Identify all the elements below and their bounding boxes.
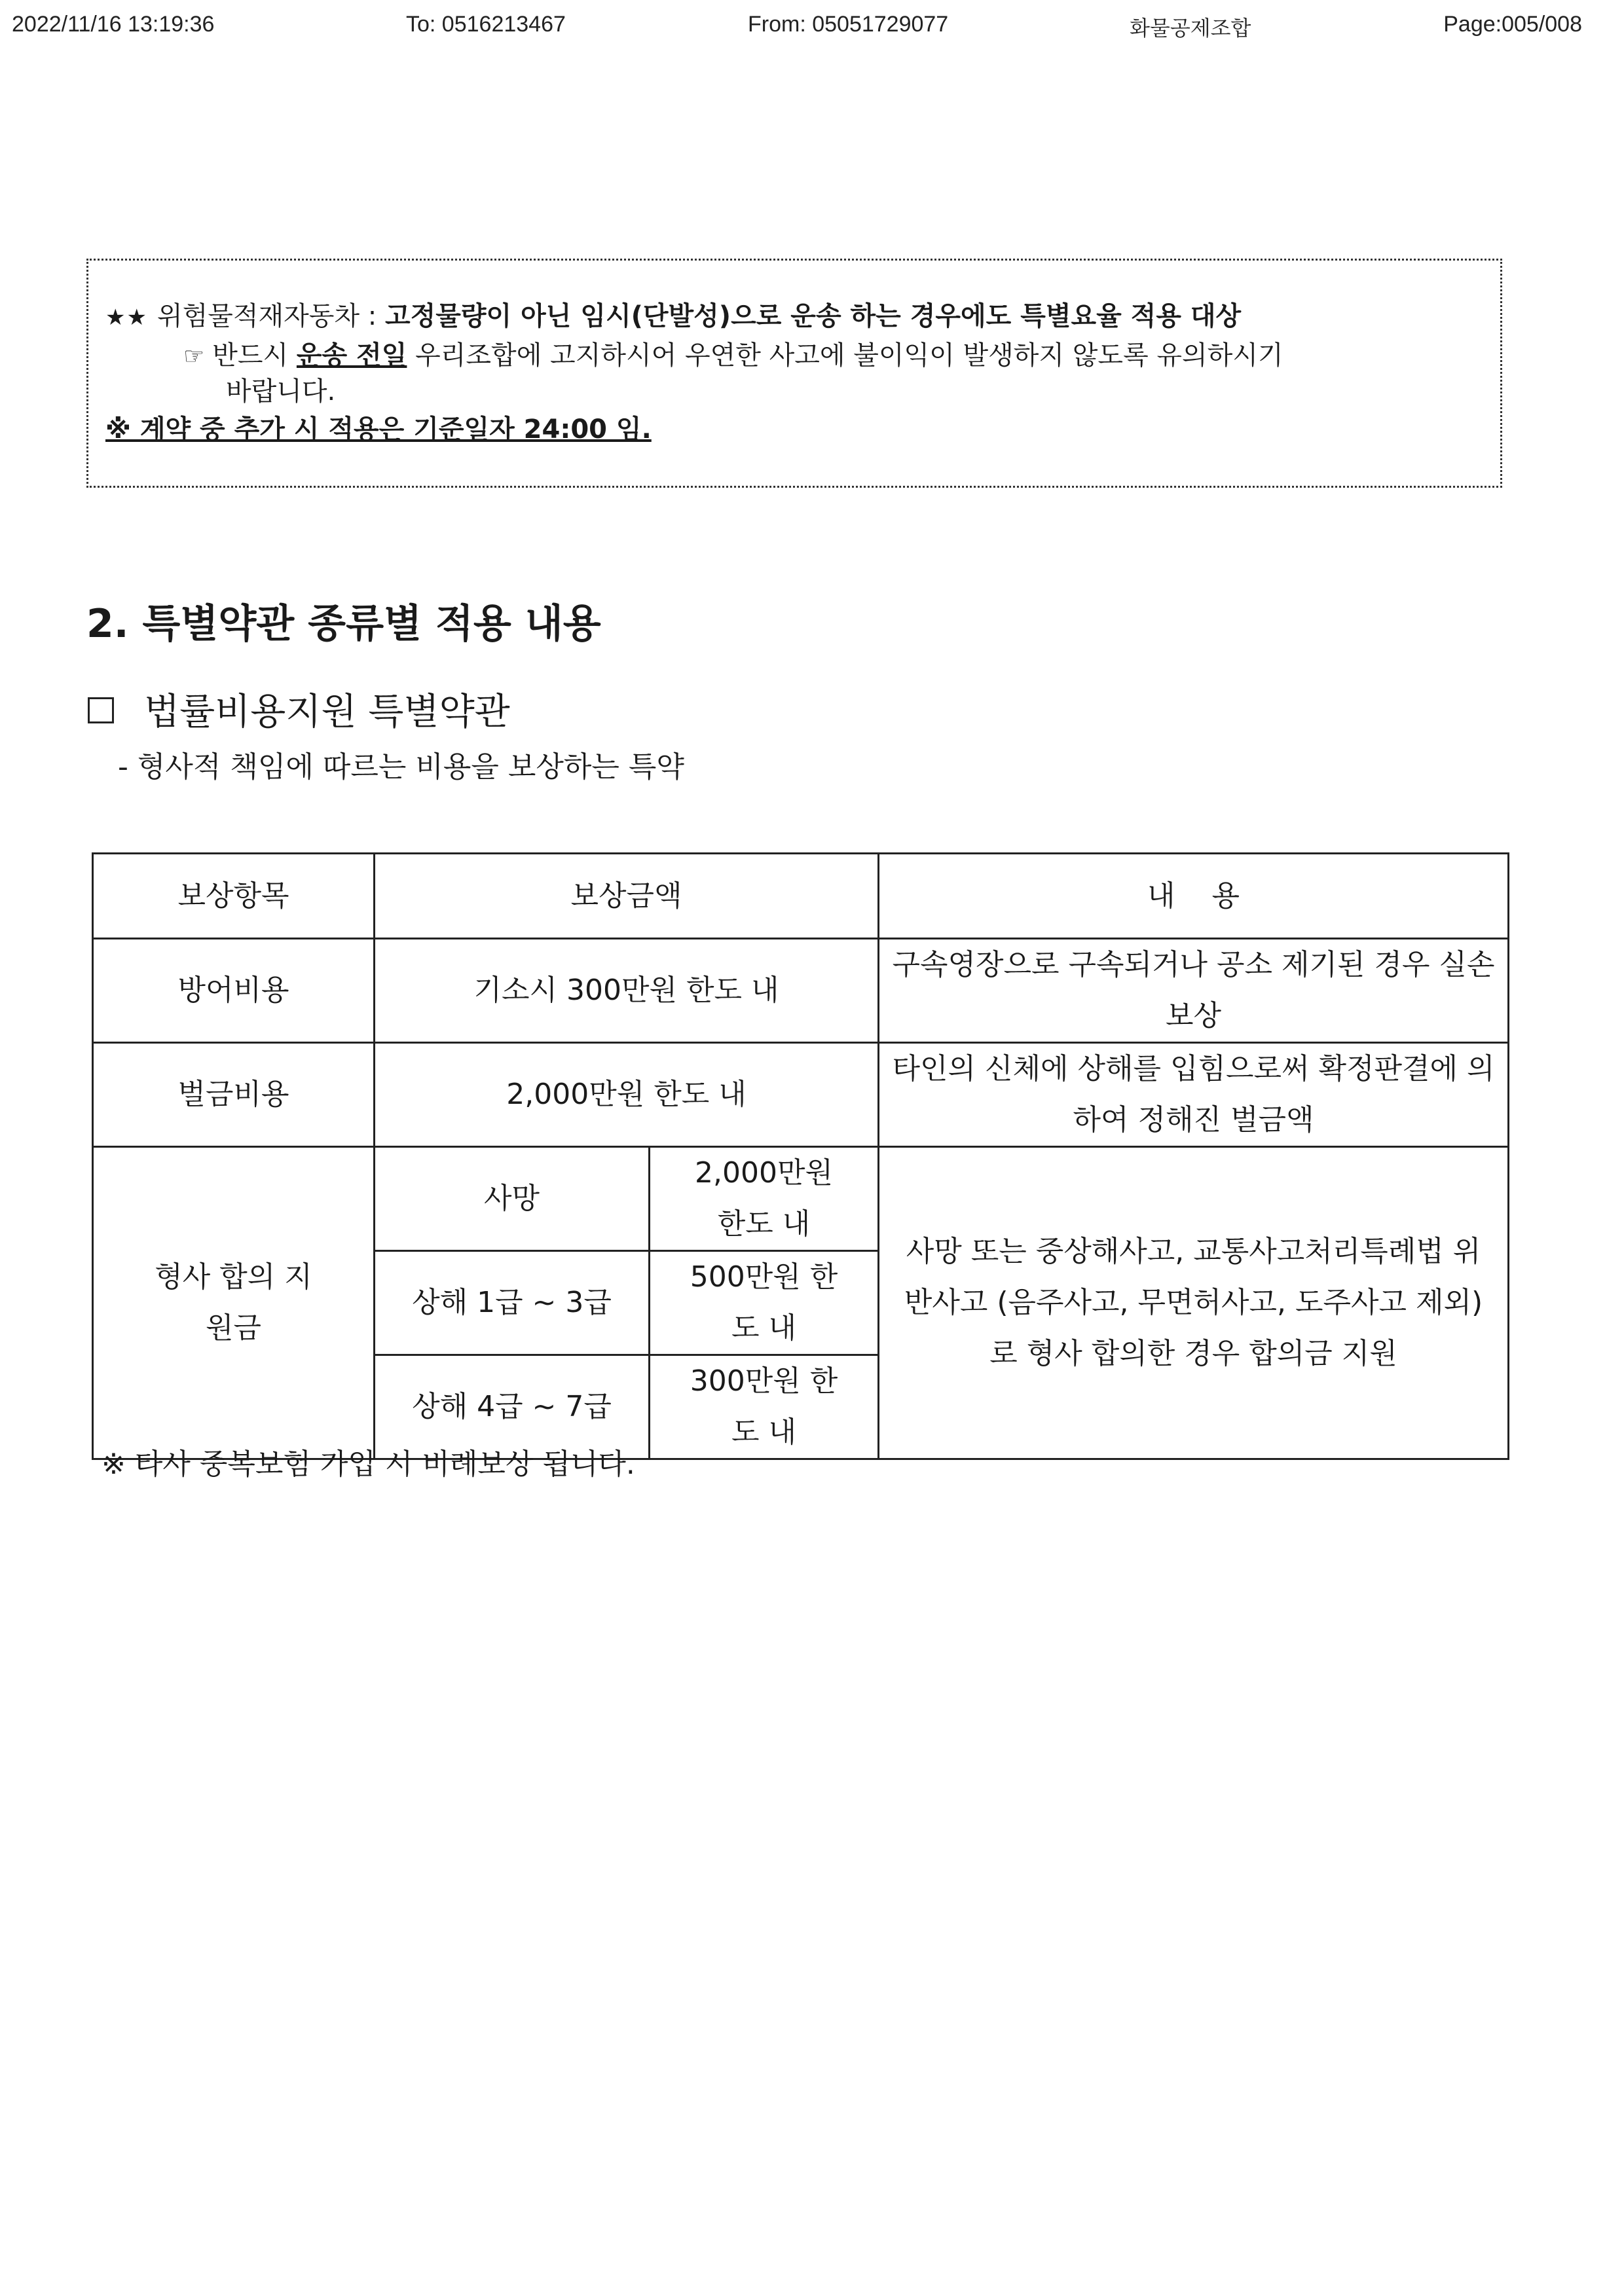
settlement-content: 사망 또는 중상해사고, 교통사고처리특례법 위반사고 (음주사고, 무면허사고, 도주사고 제외) 로 형사 합의한 경우 합의금 지원 (879, 1147, 1509, 1459)
section-title: 2. 특별약관 종류별 적용 내용 (86, 601, 601, 647)
notice-line1-prefix: 위험물적재자동차 : (157, 301, 385, 331)
settlement-grade: 상해 1급 ~ 3급 (375, 1251, 650, 1355)
fax-to: To: 0516213467 (406, 12, 566, 37)
settlement-grade: 상해 4급 ~ 7급 (375, 1355, 650, 1459)
star-icon: ★★ (105, 304, 148, 331)
row-content: 타인의 신체에 상해를 입힘으로써 확정판결에 의하여 정해진 벌금액 (879, 1043, 1509, 1147)
table-row (93, 1043, 1509, 1147)
table-row (93, 939, 1509, 1043)
checkbox-square-icon (88, 697, 114, 723)
header-content: 내 용 (879, 854, 1509, 939)
fax-sender-name: 화물공제조합 (1130, 16, 1251, 41)
notice-line1-bold: 고정물량이 아닌 임시(단발성)으로 운송 하는 경우에도 특별요율 적용 대상 (385, 301, 1242, 331)
coverage-table (92, 852, 1509, 1460)
fax-from: From: 05051729077 (748, 12, 949, 37)
fax-page-number: Page:005/008 (1443, 12, 1582, 37)
subsection-title: 법률비용지원 특별약관 (144, 691, 510, 733)
table-row (93, 1147, 1509, 1251)
settlement-item: 형사 합의 지원금 (93, 1147, 375, 1459)
notice-line2-a: 반드시 (212, 340, 297, 371)
notice-line2-b: 우리조합에 고지하시어 우연한 사고에 불이익이 발생하지 않도록 유의하시기 (407, 340, 1283, 371)
notice-line-1 (105, 297, 1241, 337)
row-content: 구속영장으로 구속되거나 공소 제기된 경우 실손 보상 (879, 939, 1509, 1043)
row-item: 벌금비용 (93, 1043, 375, 1147)
fax-datetime: 2022/11/16 13:19:36 (12, 12, 215, 37)
notice-box (86, 259, 1502, 488)
settlement-limit: 300만원 한도 내 (650, 1355, 879, 1459)
row-amount: 기소시 300만원 한도 내 (375, 939, 879, 1043)
header-amount: 보상금액 (375, 854, 879, 939)
notice-line-4: ※ 계약 중 추가 시 적용은 기준일자 24:00 임. (105, 414, 652, 445)
settlement-limit: 2,000만원 한도 내 (650, 1147, 879, 1251)
notice-line-2 (183, 336, 1283, 376)
row-amount: 2,000만원 한도 내 (375, 1043, 879, 1147)
notice-line2-underlined: 운송 전일 (296, 340, 407, 371)
table-header-row (93, 854, 1509, 939)
settlement-grade: 사망 (375, 1147, 650, 1251)
header-item: 보상항목 (93, 854, 375, 939)
fax-header (0, 12, 1624, 42)
settlement-limit: 500만원 한도 내 (650, 1251, 879, 1355)
pointing-hand-icon: ☞ (183, 343, 205, 370)
row-item: 방어비용 (93, 939, 375, 1043)
subsection-description: - 형사적 책임에 따르는 비용을 보상하는 특약 (118, 750, 684, 784)
notice-line-3: 바랍니다. (226, 376, 336, 407)
footnote: ※ 타사 중복보험 가입 시 비례보상 됩니다. (101, 1448, 635, 1481)
